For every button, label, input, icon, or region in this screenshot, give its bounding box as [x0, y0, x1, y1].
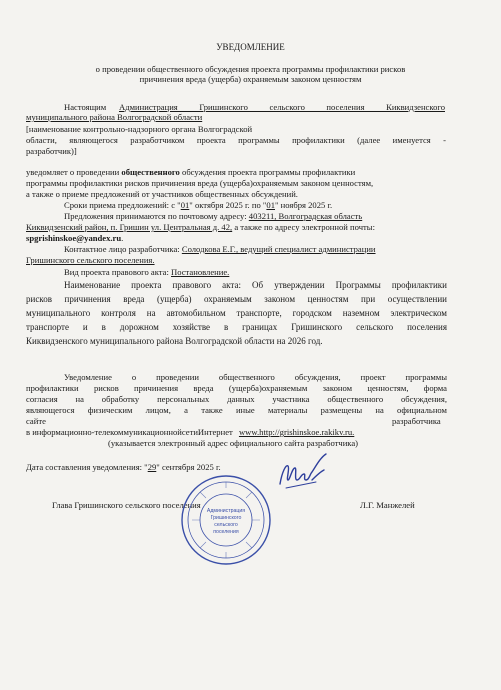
act-name-line-2: рисков причинения вреда (ущерба) охраняемым законом ценностям при осуществлении [26, 294, 447, 304]
org-hint-line-3: разработчик)] [26, 146, 77, 156]
date-line: Дата составления уведомления: "29" сентября 2025 г. [26, 462, 221, 472]
notice-line-5-right: разработчика [392, 416, 441, 426]
notice-line-1: Уведомление о проведении общественного обсуждения, проект программы [64, 372, 447, 382]
notice-line-7: (указывается электронный адрес официального сайта разработчика) [108, 438, 359, 448]
intro-prefix: Настоящим [64, 102, 107, 112]
act-name-line-3: муниципального контроля на автомобильном транспорте, городском наземном электрическом [26, 308, 447, 318]
document-title: УВЕДОМЛЕНИЕ [216, 42, 285, 52]
contact-line-2: Гришинского сельского поселения. [26, 255, 155, 265]
developer-org-line-1: Администрация Гришинского сельского поселения Киквидзенского [119, 102, 445, 112]
notify-line-3: а также о приеме предложений от участников общественных обсуждений. [26, 189, 298, 199]
handwritten-signature [276, 450, 338, 498]
notice-line-6: в информационно-телекоммуникационнойсетиИнтернет www.http://grishinskoe.rakikv.ru. [26, 427, 355, 437]
notify-line-1: уведомляет о проведении общественного обсуждения проекта программы профилактики [26, 167, 356, 177]
svg-text:Администрация: Администрация [206, 508, 246, 514]
act-name-line-5: Киквидзенского муниципального района Волгоградской области на 2026 год. [26, 336, 323, 346]
official-seal [180, 474, 272, 566]
email-line: spgrishinskoе@yandex.ru. [26, 233, 124, 243]
notice-line-2: профилактики рисков причинения вреда (ущерба)охраняемым законом ценностям, форма [26, 383, 447, 393]
act-name-line-1: Наименование проекта правового акта: Об утверждении Программы профилактики [64, 280, 447, 290]
notice-line-4: являющегося физическим лицом, а также иные материалы размещены на официальном [26, 405, 447, 415]
terms-line: Сроки приема предложений: с "01" октября 2025 г. по "01" ноября 2025 г. [64, 200, 333, 210]
address-line-2: Киквидзенский район, п. Гришин ул. Центральная д. 42, а также по адресу электронной почты: [26, 222, 375, 232]
address-line-1: Предложения принимаются по почтовому адресу: 403211, Волгоградская область [64, 211, 363, 221]
signer-name: Л.Г. Манжелей [360, 500, 415, 510]
notice-line-3: согласия на обработку персональных данных участника общественного обсуждения, [26, 394, 447, 404]
contact-line-1: Контактное лицо разработчика: Солодкова Е.Г., ведущий специалист администрации [64, 244, 376, 254]
svg-text:Гришинского: Гришинского [210, 515, 242, 521]
notice-line-5-left: сайте [26, 416, 46, 426]
notify-line-2: программы профилактики рисков причинения вреда (ущерба)охраняемым законом ценностям, [26, 178, 374, 188]
org-hint-line-1: [наименование контрольно-надзорного органа Волгоградской [26, 124, 253, 134]
doc-type-line: Вид проекта правового акта: Постановление. [64, 267, 230, 277]
developer-org-line-2: муниципального района Волгоградской области [26, 112, 203, 122]
svg-text:сельского: сельского [214, 522, 238, 528]
signer-position: Глава Гришинского сельского поселения [52, 500, 201, 510]
subtitle-line-2: причинения вреда (ущерба) охраняемым законом ценностям [139, 74, 362, 84]
subtitle-line-1: о проведении общественного обсуждения проекта программы профилактики рисков [95, 64, 406, 74]
act-name-line-4: транспорте и в дорожном хозяйстве в границах Гришинского сельского поселения [26, 322, 447, 332]
org-hint-line-2: области, являющегося разработчиком проекта программы профилактики (далее именуется - [26, 135, 446, 145]
svg-text:поселения: поселения [213, 529, 239, 535]
